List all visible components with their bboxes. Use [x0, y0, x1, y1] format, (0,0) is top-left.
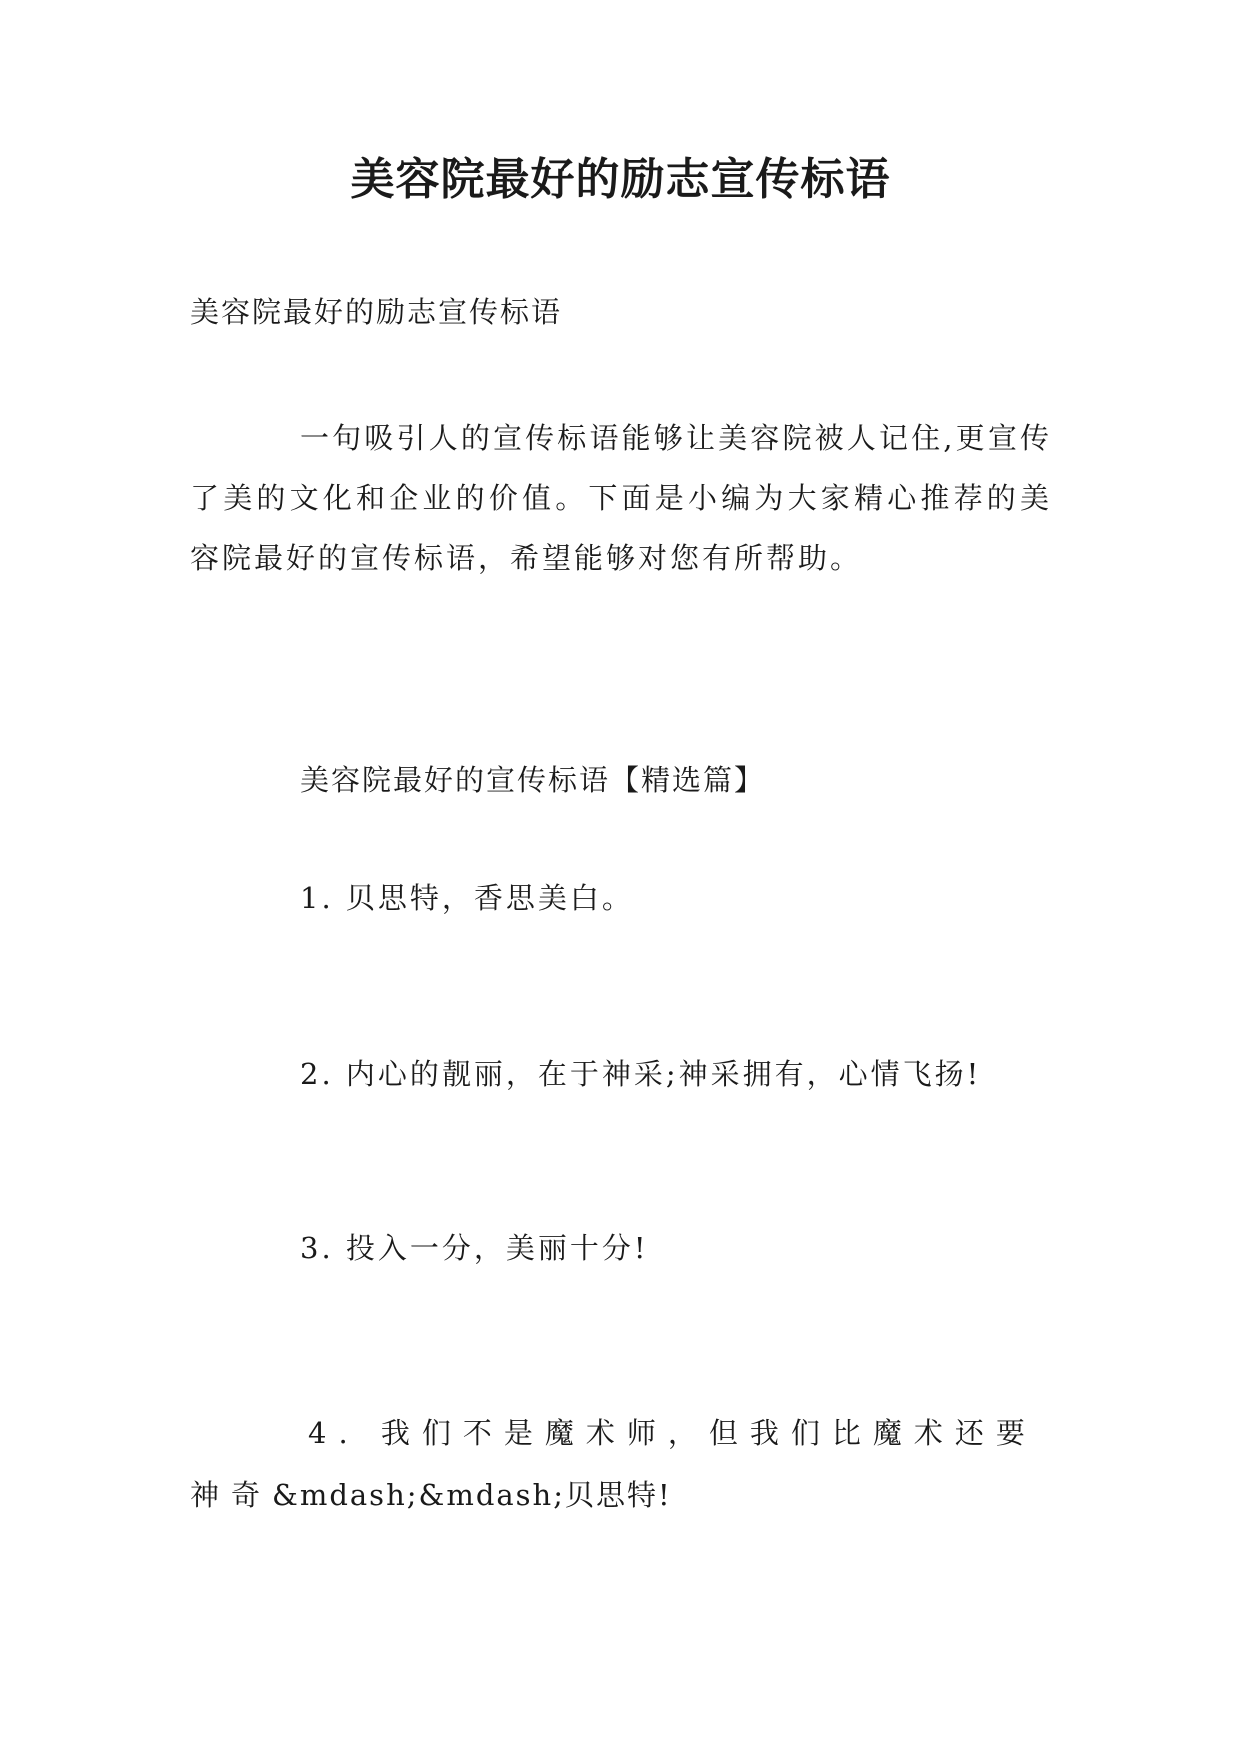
- list-item: [190, 1402, 1052, 1526]
- section-heading: 美容院最好的宣传标语【精选篇】: [300, 763, 766, 797]
- list-item: 3. 投入一分，美丽十分!: [300, 1231, 649, 1265]
- document-title: 美容院最好的励志宣传标语: [350, 154, 891, 205]
- document-subtitle: 美容院最好的励志宣传标语: [190, 295, 563, 329]
- list-item: 1. 贝思特，香思美白。: [300, 881, 634, 915]
- intro-paragraph: 一句吸引人的宣传标语能够让美容院被人记住,更宣传了美的文化和企业的价值。下面是小编为大家精心推荐的美容院最好的宣传标语，希望能够对您有所帮助。: [190, 421, 1052, 575]
- list-item: 2. 内心的靓丽，在于神采;神采拥有，心情飞扬!: [300, 1057, 982, 1091]
- list-item-text-tail: &mdash;&mdash;贝思特!: [272, 1478, 672, 1512]
- list-item-text: 4. 我们不是魔术师，但我们比魔术还要神奇: [190, 1416, 1037, 1512]
